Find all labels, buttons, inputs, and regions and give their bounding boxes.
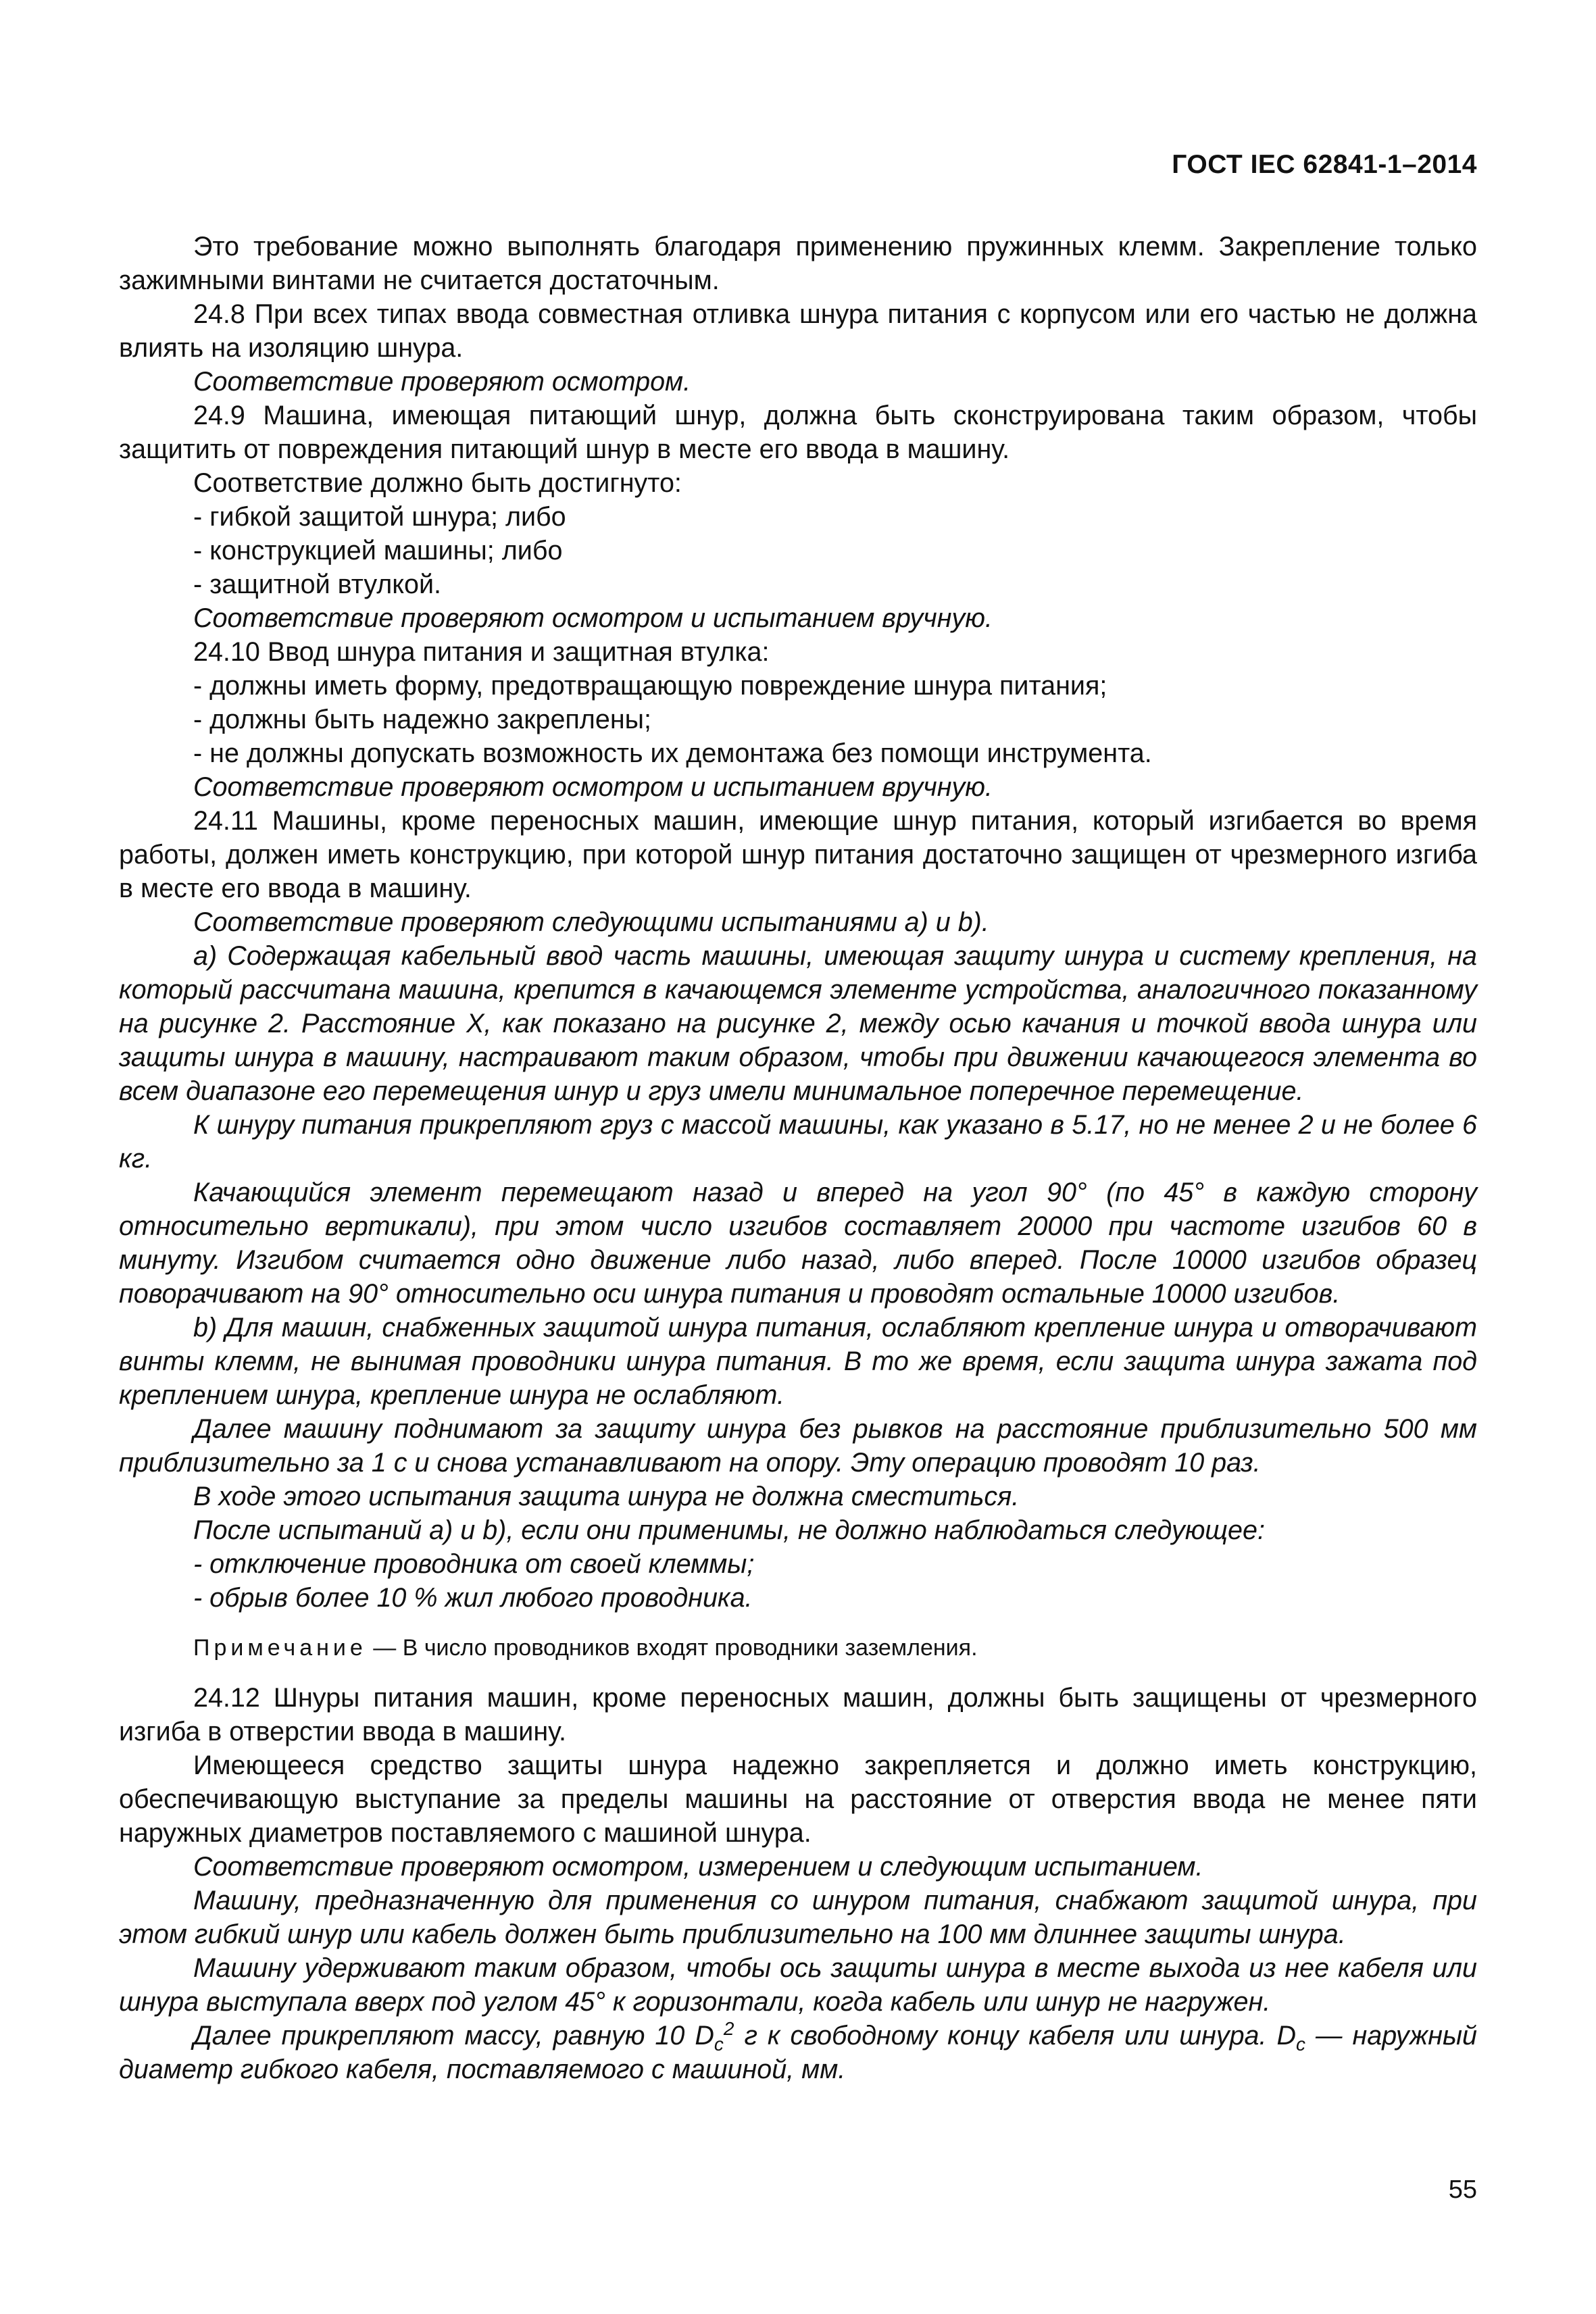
text-fragment: — наружный диаметр гибкого кабеля, поставляемого с машиной, мм.: [119, 2021, 1477, 2084]
text-fragment: Далее прикрепляют массу, равную 10 D: [193, 2021, 714, 2051]
paragraph: Соответствие должно быть достигнуто:: [193, 468, 682, 498]
test-procedure: а) Содержащая кабельный ввод часть машины, имеющая защиту шнура и систему крепления, на который рассчитана машина, крепится в качающемся элементе устройства, аналогичного показанному на рисунке 2. Расстояние X, как показано на рисунке 2, между осью качания и точкой ввода шнура или защиты шнура в машину, настраивают таким образом, чтобы при движении качающегося элемента во всем диапазоне его перемещения шнур и груз имели минимальное поперечное перемещение.: [119, 941, 1477, 1106]
list-item: - должны быть надежно закреплены;: [193, 705, 651, 734]
list-item: - конструкцией машины; либо: [193, 536, 563, 565]
list-item: - не должны допускать возможность их демонтажа без помощи инструмента.: [193, 738, 1152, 768]
subscript: c: [714, 2033, 724, 2055]
text-fragment: г к свободному концу кабеля или шнура. D: [734, 2021, 1297, 2051]
test-procedure: [119, 2019, 1477, 2086]
test-procedure: После испытаний а) и b), если они применимы, не должно наблюдаться следующее:: [193, 1515, 1265, 1545]
paragraph: 24.8 При всех типах ввода совместная отливка шнура питания с корпусом или его частью не должна влиять на изоляцию шнура.: [119, 299, 1477, 363]
document-body: [119, 230, 1477, 2086]
list-item: - гибкой защитой шнура; либо: [193, 502, 566, 532]
compliance-check: Соответствие проверяют следующими испытаниями а) и b).: [193, 907, 989, 937]
paragraph: 24.9 Машина, имеющая питающий шнур, должна быть сконструирована таким образом, чтобы защитить от повреждения питающий шнур в месте его ввода в машину.: [119, 401, 1477, 464]
compliance-check: Соответствие проверяют осмотром.: [193, 367, 691, 397]
compliance-check: Соответствие проверяют осмотром и испытанием вручную.: [193, 603, 993, 633]
list-item: - отключение проводника от своей клеммы;: [193, 1549, 755, 1579]
test-procedure: b) Для машин, снабженных защитой шнура питания, ослабляют крепление шнура и отворачивают винты клемм, не вынимая проводники шнура питания. В то же время, если защита шнура зажата под креплением шнура, крепление шнура не ослабляют.: [119, 1313, 1477, 1410]
compliance-check: Соответствие проверяют осмотром, измерением и следующим испытанием.: [193, 1852, 1203, 1882]
compliance-check: Соответствие проверяют осмотром и испытанием вручную.: [193, 772, 993, 802]
test-procedure: Машину, предназначенную для применения со шнуром питания, снабжают защитой шнура, при этом гибкий шнур или кабель должен быть приблизительно на 100 мм длиннее защиты шнура.: [119, 1886, 1477, 1949]
superscript: 2: [723, 2017, 734, 2039]
test-procedure: Далее машину поднимают за защиту шнура без рывков на расстояние приблизительно 500 мм приблизительно за 1 с и снова устанавливают на опору. Эту операцию проводят 10 раз.: [119, 1414, 1477, 1478]
note-label: Примечание: [193, 1635, 367, 1661]
standard-designation: ГОСТ IEC 62841-1–2014: [1172, 150, 1477, 179]
paragraph: Имеющееся средство защиты шнура надежно закрепляется и должно иметь конструкцию, обеспечивающую выступание за пределы машины на расстояние от отверстия ввода не менее пяти наружных диаметров поставляемого с машиной шнура.: [119, 1751, 1477, 1848]
paragraph: 24.10 Ввод шнура питания и защитная втулка:: [193, 637, 770, 667]
list-item: - должны иметь форму, предотвращающую повреждение шнура питания;: [193, 671, 1107, 701]
note-text: — В число проводников входят проводники заземления.: [366, 1635, 978, 1661]
paragraph: 24.12 Шнуры питания машин, кроме переносных машин, должны быть защищены от чрезмерного изгиба в отверстии ввода в машину.: [119, 1683, 1477, 1746]
subscript: c: [1296, 2033, 1306, 2055]
test-procedure: В ходе этого испытания защита шнура не должна сместиться.: [193, 1482, 1020, 1511]
paragraph: Это требование можно выполнять благодаря применению пружинных клемм. Закрепление только зажимными винтами не считается достаточным.: [119, 232, 1477, 295]
paragraph: 24.11 Машины, кроме переносных машин, имеющие шнур питания, который изгибается во время работы, должен иметь конструкцию, при которой шнур питания достаточно защищен от чрезмерного изгиба в месте его ввода в машину.: [119, 806, 1477, 903]
list-item: - защитной втулкой.: [193, 570, 441, 599]
note: [193, 1632, 1477, 1663]
test-procedure: Качающийся элемент перемещают назад и вперед на угол 90° (по 45° в каждую сторону относительно вертикали), при этом число изгибов составляет 20000 при частоте изгибов 60 в минуту. Изгибом считается одно движение либо назад, либо вперед. После 10000 изгибов образец поворачивают на 90° относительно оси шнура питания и проводят остальные 10000 изгибов.: [119, 1178, 1477, 1309]
test-procedure: К шнуру питания прикрепляют груз с массой машины, как указано в 5.17, но не менее 2 и не более 6 кг.: [119, 1110, 1477, 1174]
page-number: 55: [1448, 2175, 1477, 2204]
list-item: - обрыв более 10 % жил любого проводника.: [193, 1583, 753, 1613]
test-procedure: Машину удерживают таким образом, чтобы ось защиты шнура в месте выхода из нее кабеля или шнура выступала вверх под углом 45° к горизонтали, когда кабель или шнур не нагружен.: [119, 1953, 1477, 2017]
